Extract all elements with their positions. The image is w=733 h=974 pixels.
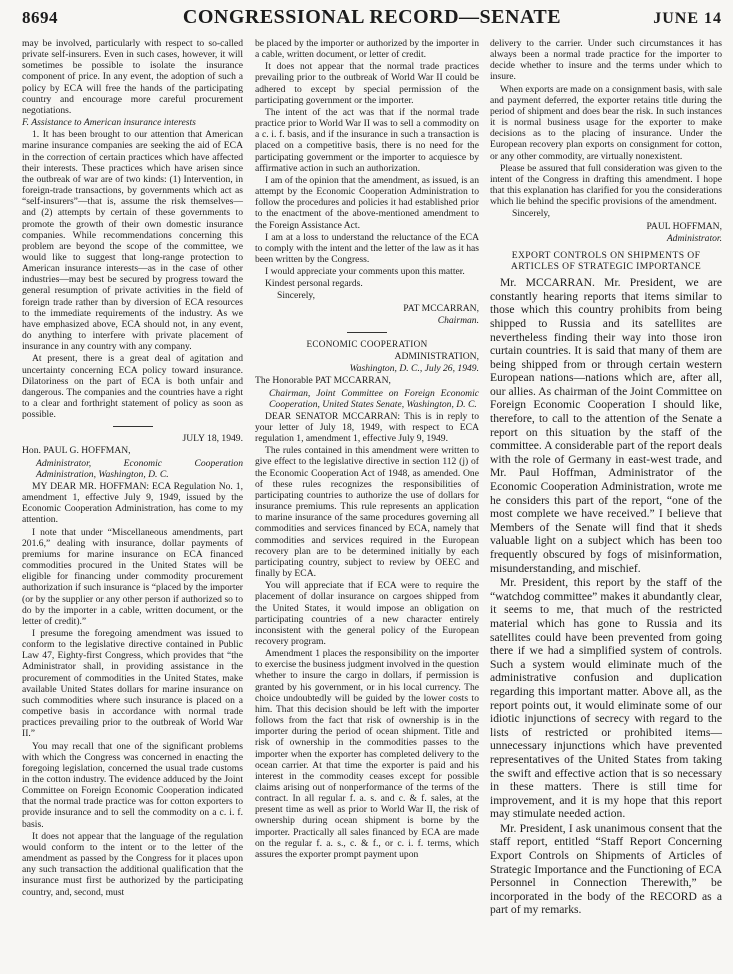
col2-paragraph-15: DEAR SENATOR MCCARRAN: This is in reply to your letter of July 18, 1949, with respect to ECA regulation 1, amendment 1, effective July 9, 1949. — [255, 410, 479, 445]
col2-paragraph-5: I would appreciate your comments upon this matter. — [265, 266, 465, 278]
col3-paragraph-1: When exports are made on a consignment basis, with sale and payment deferred, the exporter retains title during the period of shipment and does bear the risk. In such instances it is normal business usage for the exporter to make decisions as to the placing of insurance. Under the European recovery plan exports on consignment for cotton, or any other commodity, are virtually nonexistent. — [490, 83, 722, 162]
col1-paragraph-10: You may recall that one of the significant problems with which the Congress was concerned in enacting the foregoing legislation, concerned the usual trade customs in the cotton industry. The evidence adduced by the Joint Committee on Foreign Economic Cooperation indicated that the normal trade practice was for cotton exporters to provide insurance and to sell the commodity on a c. i. f. basis. — [22, 740, 243, 830]
col3-paragraph-5: Administrator. — [666, 232, 722, 244]
section-rule — [113, 426, 153, 427]
col1-paragraph-9: I presume the foregoing amendment was issued to conform to the legislative directive contained in Public Law 47, Eighty-first Congress, which provides that “the Administrator shall, in providing assistance in the procurement of commodities in the United States, make available United States dollars for marine insurance on such commodities where such insurance is placed on a competive basis in accordance with normal trade practices prevailing prior to the outbreak of World War II.” — [22, 627, 243, 740]
col1-paragraph-1: F. Assistance to American insurance interests — [22, 117, 196, 129]
page-header — [22, 6, 722, 32]
col2-paragraph-4: I am at a loss to understand the reluctance of the ECA to comply with the intent and the letter of the law as it has been written by the Congress. — [255, 231, 479, 265]
col3-paragraph-4: PAUL HOFFMAN, — [646, 220, 722, 232]
col2-paragraph-18: Amendment 1 places the responsibility on the importer to exercise the business judgment involved in the question whether to insure the cargo in dollars, if permission is granted by his government, or in his local currency. The choice undoubtedly will be guided by the lower costs to him. That this decision should be left with the importer follows from the fact that risk of ownership is in the importer during the period of ocean shipment. Title and risk of ownership in the commodities passes to the importer when the exporter has completed delivery to the ocean carrier. At that time the exporter is paid and his interest in the commodity ceases except for possible claims arising out of nonperformance of the terms of the contract. In all regular f. a. s. and c. & f. sales, at the present time as well as prior to World War II, the risk of ownership during ocean shipment is borne by the importer. Practically all sales financed by ECA are made on the regular f. a. s., c. & f., or c. i. f. terms, which assures the exporter prompt payment upon — [255, 648, 479, 860]
col2-paragraph-8: PAT MCCARRAN, — [403, 302, 479, 314]
col2-paragraph-0: be placed by the importer or authorized by the importer in a cable, written document, or letter of credit. — [255, 38, 479, 61]
column-middle — [255, 38, 479, 861]
col1-paragraph-5: Hon. PAUL G. HOFFMAN, — [22, 445, 131, 457]
col1-paragraph-6: Administrator, Economic Cooperation Administration, Washington, D. C. — [36, 457, 243, 480]
col3-paragraph-2: Please be assured that full consideration was given to the intent of the Congress in drafting this amendment. I hope that this explanation has clarified for you the considerations which lie behind the specific provisions of the amendment. — [490, 162, 722, 208]
col2-paragraph-13: The Honorable PAT MCCARRAN, — [255, 375, 391, 387]
publication-title: CONGRESSIONAL RECORD—SENATE — [182, 6, 562, 28]
col1-paragraph-7: MY DEAR MR. HOFFMAN: ECA Regulation No. 1, amendment 1, effective July 9, 1949, issued by the Economic Cooperation Administration, has come to my attention. — [22, 480, 243, 526]
col3_big-paragraph-0: Mr. MCCARRAN. Mr. President, we are constantly hearing reports that items similar to those which this country prohibits from being shipped to Russia and its satellites are nevertheless finding their way into those iron curtain countries. It is said that many of them are being shipped from or through certain western European nations—nations which are, after all, our allies. As chairman of the Joint Committee on Foreign Economic Cooperation I should like, therefore, to call to the attention of the Senate a report on this situation by the staff of the committee. A considerable part of the report deals with the role of Germany in east-west trade, and Mr. Paul Hoffman, Administrator of the Economic Cooperation Administration, wrote me he considers this part of the report, “one of the most complete we have received.” I believe that Members of the Senate will find that it sheds valuable light on a subject which has been too frequently obscured by fogs of misinformation, misunderstanding, and mischief. — [490, 276, 722, 575]
col1-paragraph-0: may be involved, particularly with respect to so-called private self-insurers. Even in such cases, however, it will sometimes be possible to isolate the insurance component of price. In any event, the adoption of such a policy by ECA will free the hands of the participating country and encourage more careful procurement negotiations. — [22, 38, 243, 116]
col3_big-paragraph-1: Mr. President, this report by the staff of the “watchdog committee” makes it abundantly clear, it seems to me, that much of the restricted material which has gone to Russia and its satellites could have been prevented from going there if we had a simplified system of controls. Such a system would eliminate much of the administrative confusion and duplication regarding this important matter. Above all, as the report points out, it would eliminate some of our idiotic injunctions of secrecy with regard to the lists of restricted or prohibited items—unnecessary injunctions which have prevented representatives of the United States from taking the swift and effective action that is so necessary in these matters. There is still time for improvement, and it is my hope that this report may stimulate needed action. — [490, 576, 722, 821]
col3-paragraph-6: EXPORT CONTROLS ON SHIPMENTS OF ARTICLES OF STRATEGIC IMPORTANCE — [510, 249, 702, 272]
column-right-letter — [490, 38, 722, 272]
col2-paragraph-2: The intent of the act was that if the normal trade practice prior to World War II was to sell a commodity on a c. i. f. basis, and if the insurance in such a transaction is placed on a competitive basis, there is no need for the participating government or the importer to acquiesce by affirmative action in such an authorization. — [255, 106, 479, 174]
col1-paragraph-11: It does not appear that the language of the regulation would conform to the intent or to the letter of the amendment as passed by the Congress for it places upon any such transaction the additional qualification that the insurance must first be authorized by the participating country, and, second, must — [22, 830, 243, 898]
col2-paragraph-10: ECONOMIC COOPERATION — [306, 338, 428, 349]
col2-paragraph-9: Chairman. — [437, 314, 479, 326]
col2-paragraph-14: Chairman, Joint Committee on Foreign Economic Cooperation, United States Senate, Washington, D. C. — [269, 387, 479, 410]
col1-paragraph-4: JULY 18, 1949. — [182, 433, 243, 445]
col2-paragraph-3: I am of the opinion that the amendment, as issued, is an attempt by the Economic Cooperation Administration to follow the procedures and policies it had established prior to the enactment of the above-mentioned amendment to the Foreign Assistance Act. — [255, 174, 479, 231]
column-right-remarks — [490, 276, 722, 917]
column-left — [22, 38, 243, 899]
col2-paragraph-1: It does not appear that the normal trade practices prevailing prior to the outbreak of World War II could be adhered to except by special permission of the participating government or the importer. — [255, 61, 479, 106]
col1-paragraph-2: 1. It has been brought to our attention that American marine insurance companies are seeking the aid of ECA in the correction of certain practices which have affected their interests. These practices which have arisen since the outbreak of war are of two kinds: (1) Intervention, in foreign-trade transactions, by governments which act as “self-insurers”—that is, assume the risk themselves—and (2) attempts by certain of these governments to promote the growth of their own domestic insurance companies. While recommendations concerning this problem are beyond the scope of the committee, we would like to suggest that long-range protection to American insurance interests—as in the case of other industries—may best be secured by progress toward the general resumption of private activities in the field of foreign trade rather than by diversion of ECA resources to the immediate requirements of the industry. As we have emphasized above, ECA should not, in any event, do anything to interfere with private placement of insurance in any country with any company. — [22, 129, 243, 353]
col1-paragraph-8: I note that under “Miscellaneous amendments, part 201.6,” dealing with insurance, dollar payments of premiums for marine insurance on ECA financed commodities procured in the United States will be eligible for financing under commodity procurement authorization if such insurance is “placed by the importer (or by the supplier or any other person if authorized so to do by the importer in a cable, written document, or the letter of credit).” — [22, 526, 243, 627]
col2-paragraph-7: Sincerely, — [277, 290, 316, 302]
col3_big-paragraph-2: Mr. President, I ask unanimous consent that the staff report, entitled “Staff Report Concerning Export Controls on Shipments of Articles of Strategic Importance and the Functioning of ECA Personnel in Connection Therewith,” be incorporated in the body of the RECORD as a part of my remarks. — [490, 821, 722, 917]
col3-paragraph-3: Sincerely, — [512, 208, 551, 220]
col2-paragraph-17: You will appreciate that if ECA were to require the placement of dollar insurance on cargoes shipped from the United States, it would impose an obligation on participating countries of a new character entirely inconsistent with the general policy of the European recovery program. — [255, 580, 479, 647]
col2-paragraph-11: ADMINISTRATION, — [394, 351, 479, 363]
col1-paragraph-3: At present, there is a great deal of agitation and uncertainty concerning ECA policy toward insurance. Dilatoriness on the part of ECA is both unfair and dangerous. The companies and the countries have a right to a clear and forthright statement of policy as soon as possible. — [22, 353, 243, 421]
col2-paragraph-16: The rules contained in this amendment were written to give effect to the legislative directive in section 112 (j) of the Economic Cooperation Act of 1948, as amended. One of these rules recognizes the responsibilities of participating countries to authorize the use of dollars for insurance premiums. This rule represents an application to marine insurance of the same procedures governing all commodities and services financed by ECA, namely that commodities and services required in the European recovery plan are to be determined initially by each participating country, subject to review by OEEC and finally by ECA. — [255, 445, 479, 580]
issue-date: JUNE 14 — [653, 10, 722, 27]
col3-paragraph-0: delivery to the carrier. Under such circumstances it has always been a normal trade practice for the importer to decide whether to insure and the terms under which to insure. — [490, 38, 722, 83]
section-rule — [347, 332, 387, 333]
col2-paragraph-6: Kindest personal regards. — [265, 278, 363, 290]
column-right — [490, 38, 722, 918]
page-number: 8694 — [22, 8, 58, 27]
col2-paragraph-12: Washington, D. C., July 26, 1949. — [349, 363, 479, 375]
